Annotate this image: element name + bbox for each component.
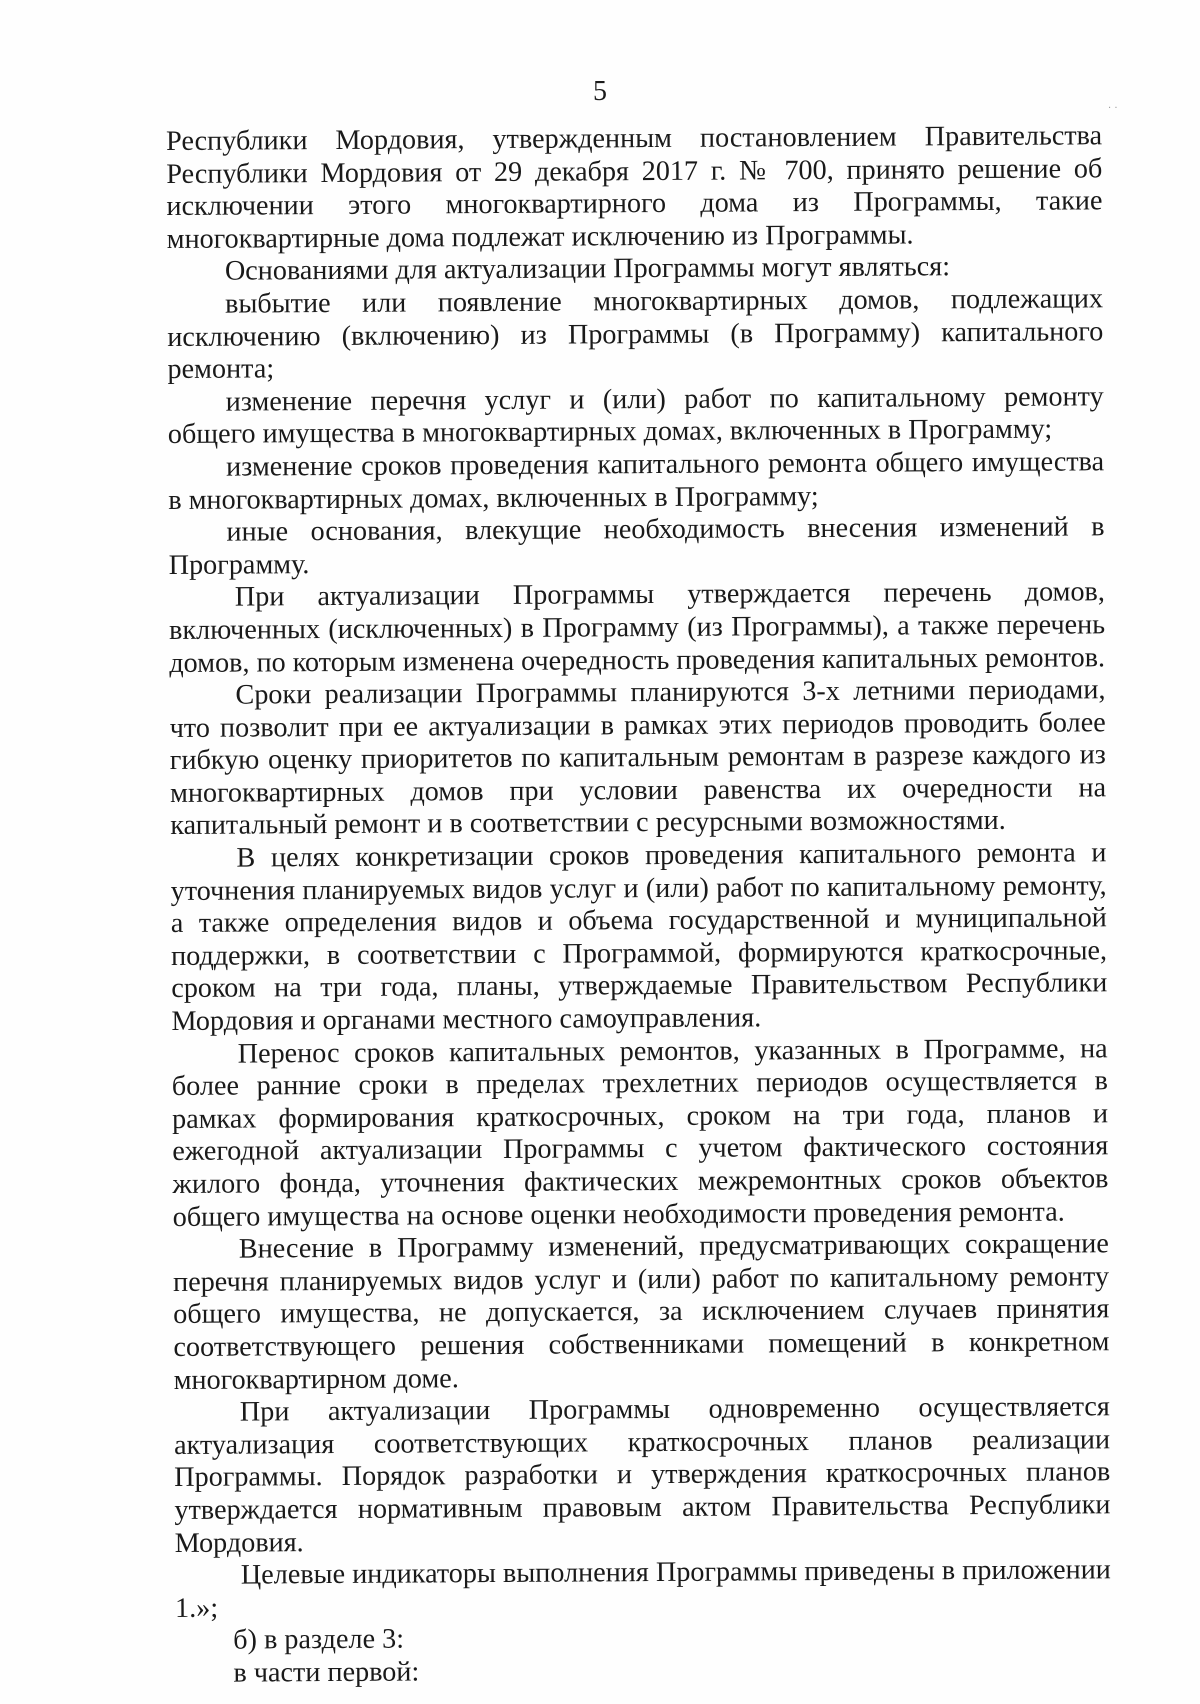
page-number: 5 (593, 76, 607, 107)
paragraph: Целевые индикаторы выполнения Программы приведены в приложении 1.»; (174, 1554, 1111, 1624)
paragraph: При актуализации Программы утверждается перечень домов, включенных (исключенных) в Программу (из Программы), а также перечень домов, по которым изменена очередность проведения капитальных ремонтов. (168, 576, 1106, 679)
paragraph: Основаниями для актуализации Программы могут являться: (224, 251, 951, 288)
paragraph: Сроки реализации Программы планируются 3-х летними периодами, что позволит при ее актуализации в рамках этих периодов проводить более гибкую оценку приоритетов по капитальным ремонтам в разрезе каждого из многоквартирных домов при условии равенства их очередности на капитальный ремонт и в соответствии с ресурсными возможностями. (169, 674, 1107, 842)
paragraph: иные основания, влекущие необходимость внесения изменений в Программу. (168, 511, 1105, 581)
paragraph: изменение перечня услуг и (или) работ по капитальному ремонту общего имущества в многоквартирных домах, включенных в Программу; (167, 381, 1104, 451)
document-body (166, 120, 1112, 1690)
paragraph: При актуализации Программы одновременно осуществляется актуализация соответствующих краткосрочных планов реализации Программы. Порядок разработки и утверждения краткосрочных планов утверждается нормативным правовым актом Правительства Республики Мордовия. (173, 1391, 1111, 1559)
paragraph: в части первой: (233, 1656, 420, 1689)
paragraph: б) в разделе 3: (233, 1623, 405, 1656)
paragraph: Республики Мордовия, утвержденным постановлением Правительства Республики Мордовия от 29 декабря 2017 г. № 700, принято решение об исключении этого многоквартирного дома из Программы, такие многоквартирные дома подлежат исключению из Программы. (166, 120, 1103, 255)
paragraph: Внесение в Программу изменений, предусматривающих сокращение перечня планируемых видов услуг и (или) работ по капитальному ремонту общего имущества, не допускается, за исключением случаев принятия соответствующего решения собственниками помещений в конкретном многоквартирном доме. (172, 1228, 1110, 1396)
paragraph: Перенос сроков капитальных ремонтов, указанных в Программе, на более ранние сроки в пределах трехлетних периодов осуществляется в рамках формирования краткосрочных, сроком на три года, планов и ежегодной актуализации Программы с учетом фактического состояния жилого фонда, уточнения фактических межремонтных сроков объектов общего имущества на основе оценки необходимости проведения ремонта. (171, 1032, 1109, 1233)
paragraph: изменение сроков проведения капитального ремонта общего имущества в многоквартирных домах, включенных в Программу; (168, 446, 1105, 516)
paragraph: В целях конкретизации сроков проведения капитального ремонта и уточнения планируемых видов услуг и (или) работ по капитальному ремонту, а также определения видов и объема государственной и муниципальной поддержки, в соответствии с Программой, формируются краткосрочные, сроком на три года, планы, утверждаемые Правительством Республики Мордовия и органами местного самоуправления. (170, 837, 1108, 1038)
paragraph: выбытие или появление многоквартирных домов, подлежащих исключению (включению) из Программы (в Программу) капитального ремонта; (167, 283, 1104, 386)
scan-artifact: . . (1108, 100, 1118, 111)
